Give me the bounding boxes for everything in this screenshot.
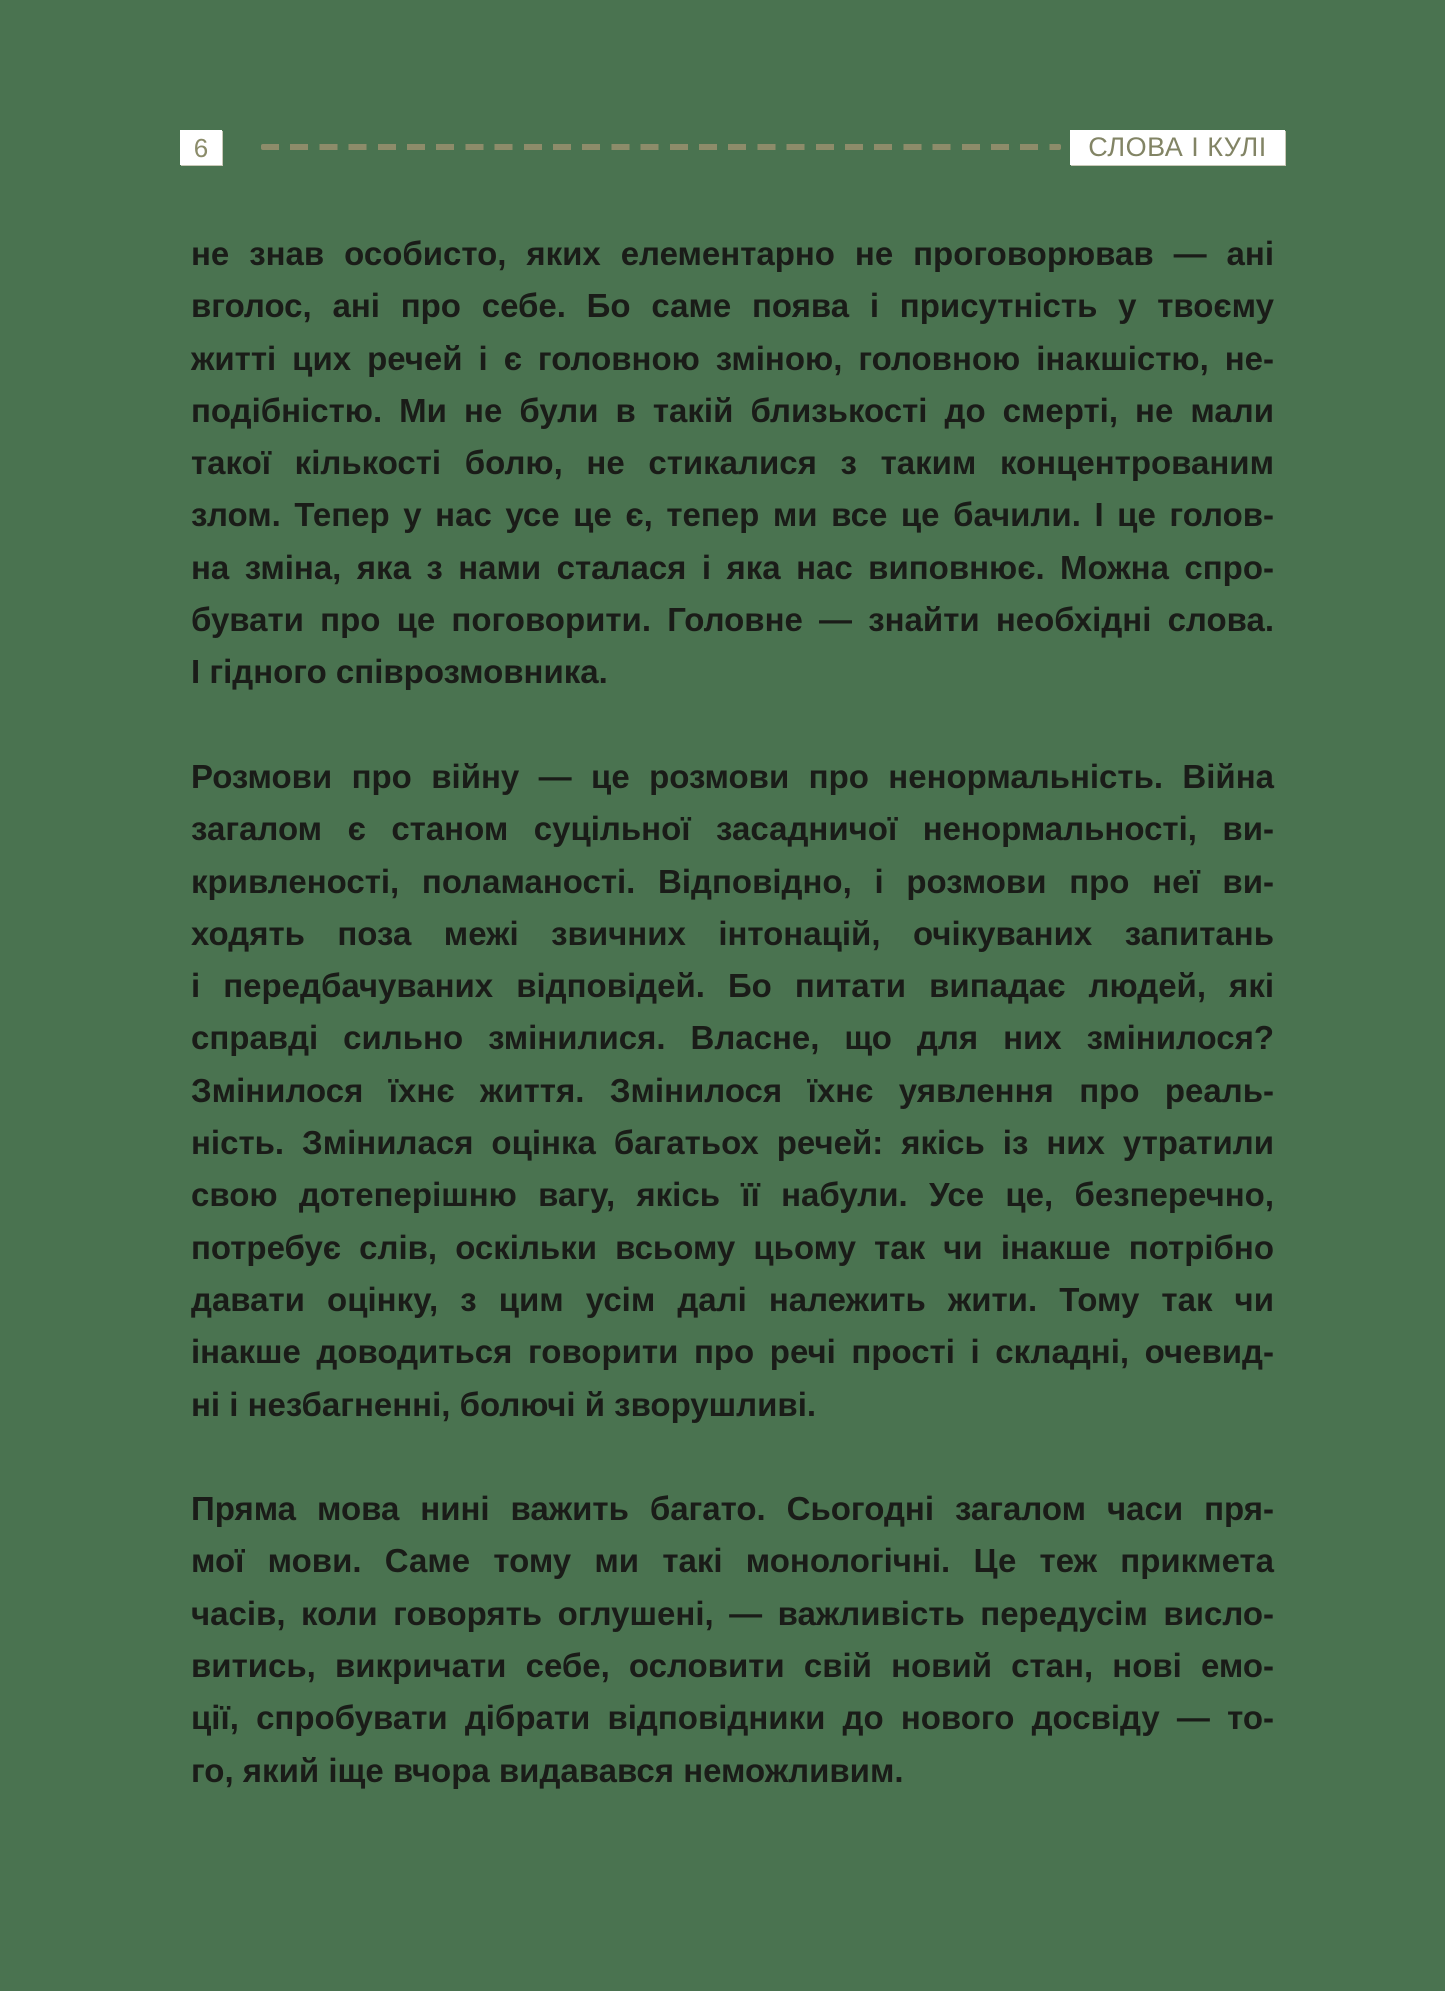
page-number-box: [180, 130, 222, 165]
text-line: не знав особисто, яких елементарно не проговорював — ані: [191, 235, 1274, 272]
text-line: загалом є станом суцільної засадничої ненормальності, ви-: [191, 810, 1274, 848]
paragraph-2: [191, 751, 1274, 1431]
text-line: давати оцінку, з цим усім далі належить жити. Тому так чи: [191, 1280, 1274, 1318]
text-line: витись, викричати себе, ословити свій новий стан, нові емо-: [191, 1647, 1274, 1685]
dashed-rule: [261, 144, 1061, 150]
text-line: житті цих речей і є головною зміною, головною інакшістю, не-: [191, 339, 1274, 377]
paragraph-1: [191, 228, 1274, 699]
text-line: вголос, ані про себе. Бо саме поява і присутність у твоєму: [191, 287, 1274, 325]
text-line: ції, спробувати дібрати відповідники до нового досвіду — то-: [191, 1699, 1274, 1737]
text-line: подібністю. Ми не були в такій близькості до смерті, не мали: [191, 391, 1274, 429]
text-line: потребує слів, оскільки всьому цьому так чи інакше потрібно: [191, 1228, 1274, 1266]
text-line: ність. Змінилася оцінка багатьох речей: якісь із них утратили: [191, 1124, 1274, 1162]
body-text: [191, 228, 1274, 1849]
text-line: Пряма мова нині важить багато. Сьогодні загалом часи пря-: [191, 1490, 1274, 1528]
text-line: мої мови. Саме тому ми такі монологічні. Це теж прикмета: [191, 1542, 1274, 1580]
text-line: Змінилося їхнє життя. Змінилося їхнє уявлення про реаль-: [191, 1071, 1274, 1109]
text-line: ні і незбагненні, болючі й зворушливі.: [191, 1385, 817, 1423]
text-line: свою дотеперішню вагу, якісь її набули. Усе це, безперечно,: [191, 1176, 1274, 1214]
paragraph-3: [191, 1483, 1274, 1797]
page-header: [0, 0, 1445, 200]
text-line: го, який іще вчора видавався неможливим.: [191, 1751, 904, 1789]
text-line: ходять поза межі звичних інтонацій, очікуваних запитань: [191, 914, 1274, 952]
text-line: такої кількості болю, не стикалися з таким концентрованим: [191, 444, 1274, 482]
text-line: і передбачуваних відповідей. Бо питати випадає людей, які: [191, 967, 1274, 1005]
text-line: справді сильно змінилися. Власне, що для них змінилося?: [191, 1019, 1274, 1057]
text-line: на зміна, яка з нами сталася і яка нас виповнює. Можна спро-: [191, 548, 1274, 586]
text-line: І гідного співрозмовника.: [191, 653, 608, 691]
running-head-box: [1070, 130, 1285, 165]
text-line: часів, коли говорять оглушені, — важливість передусім висло-: [191, 1594, 1274, 1632]
running-head: СЛОВА І КУЛІ: [1088, 132, 1267, 162]
text-line: інакше доводиться говорити про речі прості і складні, очевид-: [191, 1333, 1274, 1371]
text-line: кривленості, поламаності. Відповідно, і розмови про неї ви-: [191, 862, 1274, 900]
text-line: злом. Тепер у нас усе це є, тепер ми все це бачили. І це голов-: [191, 496, 1274, 534]
text-line: Розмови про війну — це розмови про ненормальність. Війна: [191, 757, 1274, 795]
page-number: 6: [193, 132, 209, 163]
text-line: бувати про це поговорити. Головне — знайти необхідні слова.: [191, 601, 1274, 639]
